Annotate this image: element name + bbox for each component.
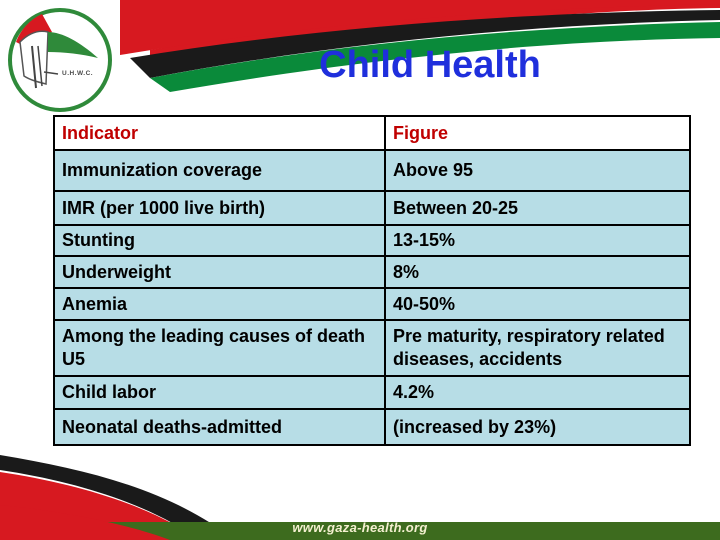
header-figure: Figure [385,116,690,150]
table-row [54,409,690,445]
figure-cell: Pre maturity, respiratory related diseases, accidents [385,320,690,376]
table-row [54,288,690,320]
child-health-table [53,115,691,446]
table-row [54,225,690,256]
indicator-cell: Immunization coverage [54,150,385,191]
figure-cell: (increased by 23%) [385,409,690,445]
indicator-cell: IMR (per 1000 live birth) [54,191,385,225]
logo-emblem-icon [2,2,120,120]
page-title: Child Health [319,44,541,86]
figure-cell: 13-15% [385,225,690,256]
indicator-cell: Underweight [54,256,385,288]
header-indicator: Indicator [54,116,385,150]
footer-url: www.gaza-health.org [292,520,428,535]
indicator-cell: Among the leading causes of death U5 [54,320,385,376]
table-row [54,191,690,225]
table-row [54,150,690,191]
indicator-cell: Stunting [54,225,385,256]
indicator-cell: Child labor [54,376,385,409]
uhwc-logo [2,2,120,120]
figure-cell: 8% [385,256,690,288]
indicator-cell: Anemia [54,288,385,320]
table-header-row [54,116,690,150]
logo-text: U.H.W.C. [62,70,94,77]
figure-cell: 4.2% [385,376,690,409]
figure-cell: 40-50% [385,288,690,320]
table-row [54,320,690,376]
figure-cell: Between 20-25 [385,191,690,225]
table-row [54,256,690,288]
table-row [54,376,690,409]
figure-cell: Above 95 [385,150,690,191]
indicator-cell: Neonatal deaths-admitted [54,409,385,445]
